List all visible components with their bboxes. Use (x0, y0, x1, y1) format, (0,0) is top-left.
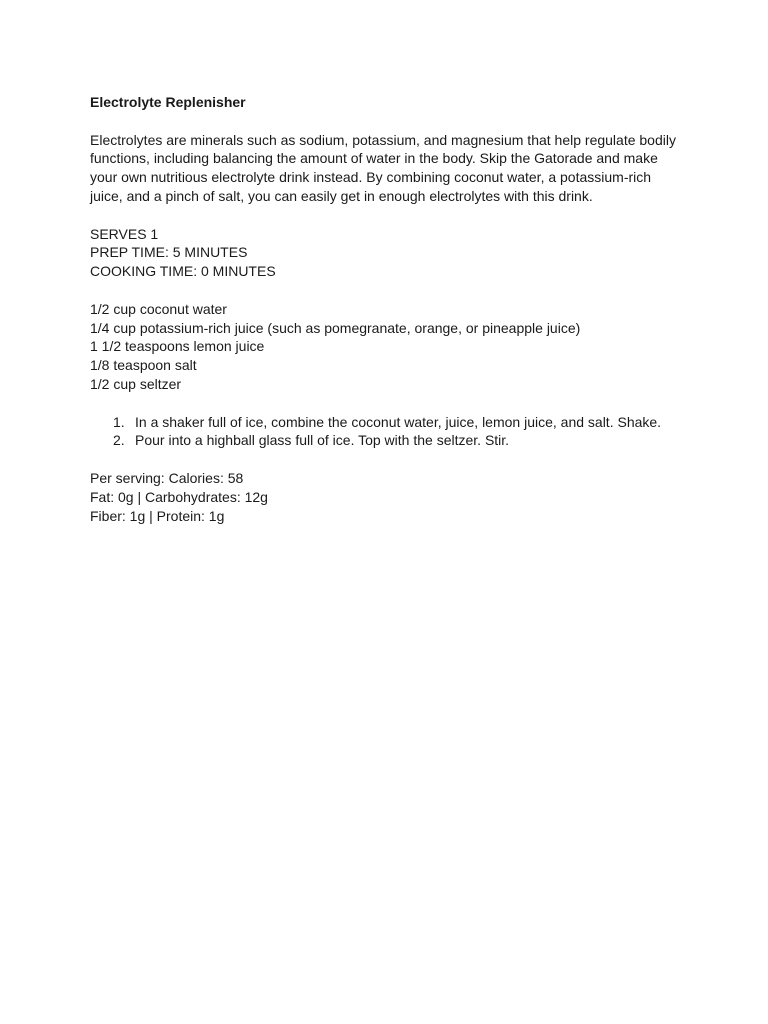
intro-line: your own nutritious electrolyte drink instead. By combining coconut water, a potassium-rich (90, 169, 652, 186)
nutrition-fiber-protein: Fiber: 1g | Protein: 1g (90, 507, 225, 524)
cooking-time-text: COOKING TIME: 0 MINUTES (90, 263, 276, 280)
spacer (90, 206, 690, 225)
nutrition-fat-carbs: Fat: 0g | Carbohydrates: 12g (90, 488, 268, 505)
serves-text: SERVES 1 (90, 225, 159, 242)
intro-line: juice, and a pinch of salt, you can easily get in enough electrolytes with this drink. (90, 187, 593, 204)
ingredient-item: 1 1/2 teaspoons lemon juice (90, 338, 265, 355)
prep-time-text: PREP TIME: 5 MINUTES (90, 244, 248, 261)
nutrition-info (90, 469, 690, 525)
step-number: 2. (113, 432, 125, 449)
spacer (90, 394, 690, 413)
step-text: In a shaker full of ice, combine the coconut water, juice, lemon juice, and salt. Shake. (135, 413, 662, 430)
ingredients-list (90, 300, 690, 394)
intro-paragraph (90, 131, 690, 206)
spacer (90, 450, 690, 469)
spacer (90, 112, 690, 131)
instruction-step (90, 413, 690, 432)
ingredient-item: 1/8 teaspoon salt (90, 357, 197, 374)
instructions-list (90, 413, 690, 451)
spacer (90, 281, 690, 300)
ingredient-item: 1/2 cup coconut water (90, 300, 227, 317)
document-page (90, 93, 690, 525)
recipe-title: Electrolyte Replenisher (90, 94, 246, 110)
step-number: 1. (113, 413, 125, 430)
instruction-step (90, 431, 690, 450)
ingredient-item: 1/2 cup seltzer (90, 375, 182, 392)
recipe-meta (90, 225, 690, 281)
nutrition-calories: Per serving: Calories: 58 (90, 469, 244, 486)
intro-line: Electrolytes are minerals such as sodium, potassium, and magnesium that help regulate bodily (90, 131, 676, 148)
step-text: Pour into a highball glass full of ice. Top with the seltzer. Stir. (135, 432, 510, 449)
intro-line: functions, including balancing the amount of water in the body. Skip the Gatorade and make (90, 150, 658, 167)
ingredient-item: 1/4 cup potassium-rich juice (such as pomegranate, orange, or pineapple juice) (90, 319, 581, 336)
